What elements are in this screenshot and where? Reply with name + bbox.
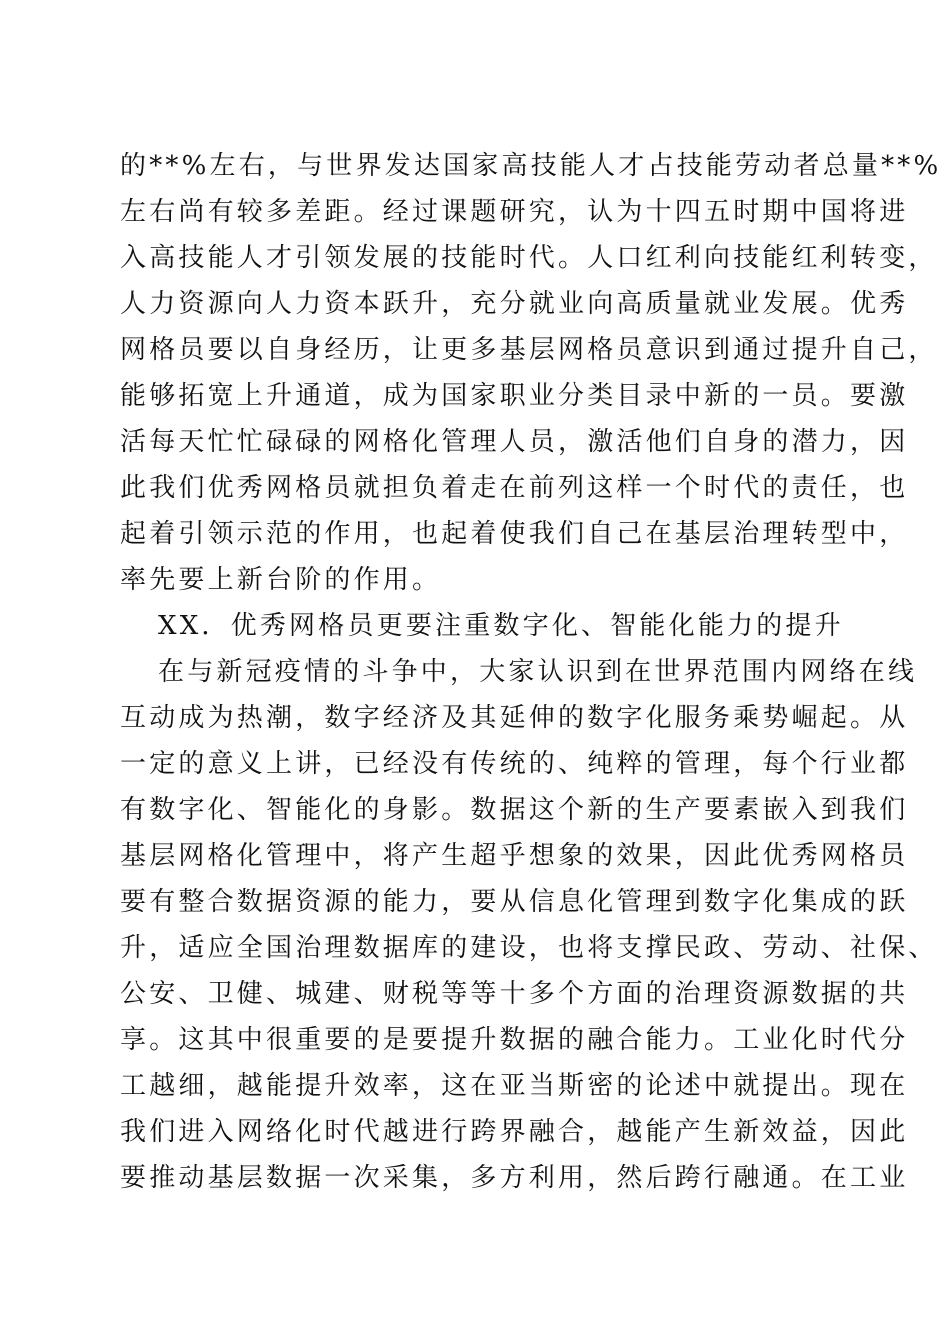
text-line: 在与新冠疫情的斗争中，大家认识到在世界范围内网络在线 (158, 657, 918, 687)
text-line: 一定的意义上讲，已经没有传统的、纯粹的管理，每个行业都 (120, 749, 909, 779)
text-line: 公安、卫健、城建、财税等等十多个方面的治理资源数据的共 (120, 979, 909, 1009)
text-line: 入高技能人才引领发展的技能时代。人口红利向技能红利转变， (120, 243, 938, 273)
text-line: 有数字化、智能化的身影。数据这个新的生产要素嵌入到我们 (120, 795, 909, 825)
text-line: 网格员要以自身经历，让更多基层网格员意识到通过提升自己， (120, 335, 938, 365)
text-line: 率先要上新台阶的作用。 (120, 565, 442, 595)
section-heading: XX．优秀网格员更要注重数字化、智能化能力的提升 (158, 611, 844, 641)
text-line: 工越细，越能提升效率，这在亚当斯密的论述中就提出。现在 (120, 1071, 909, 1101)
text-line: 要推动基层数据一次采集，多方利用，然后跨行融通。在工业 (120, 1163, 909, 1193)
text-line: 升，适应全国治理数据库的建设，也将支撑民政、劳动、社保、 (120, 933, 938, 963)
text-line: 我们进入网络化时代越进行跨界融合，越能产生新效益，因此 (120, 1117, 909, 1147)
text-line: 活每天忙忙碌碌的网格化管理人员，激活他们自身的潜力，因 (120, 427, 909, 457)
text-line: 互动成为热潮，数字经济及其延伸的数字化服务乘势崛起。从 (120, 703, 909, 733)
text-line: 此我们优秀网格员就担负着走在前列这样一个时代的责任，也 (120, 473, 909, 503)
text-line: 基层网格化管理中，将产生超乎想象的效果，因此优秀网格员 (120, 841, 909, 871)
text-line: 人力资源向人力资本跃升，充分就业向高质量就业发展。优秀 (120, 289, 909, 319)
text-line: 起着引领示范的作用，也起着使我们自己在基层治理转型中， (120, 519, 909, 549)
text-line: 要有整合数据资源的能力，要从信息化管理到数字化集成的跃 (120, 887, 909, 917)
text-line: 左右尚有较多差距。经过课题研究，认为十四五时期中国将进 (120, 197, 909, 227)
text-line: 能够拓宽上升通道，成为国家职业分类目录中新的一员。要激 (120, 381, 909, 411)
text-line: 享。这其中很重要的是要提升数据的融合能力。工业化时代分 (120, 1025, 909, 1055)
body-text (120, 143, 942, 1201)
text-line: 的**%左右，与世界发达国家高技能人才占技能劳动者总量**% (120, 151, 942, 181)
